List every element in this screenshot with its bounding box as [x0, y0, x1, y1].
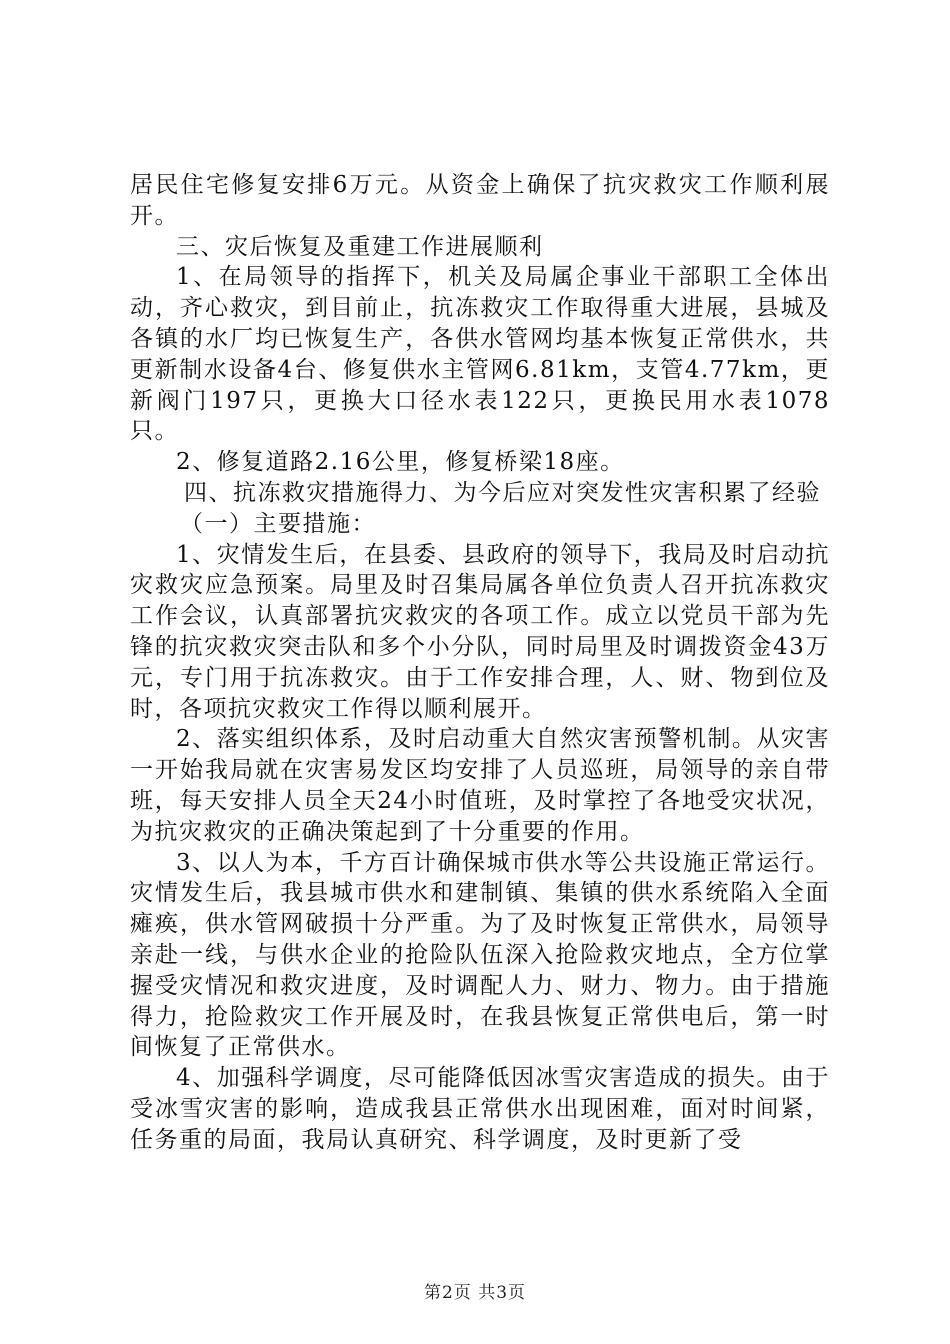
paragraph-measure-4: 4、加强科学调度，尽可能降低因冰雪灾害造成的损失。由于受冰雪灾害的影响，造成我县正常供水出现困难，面对时间紧，任务重的局面，我局认真研究、科学调度，及时更新了受: [130, 1065, 830, 1153]
page-number-footer: 第2页 共3页: [423, 1283, 527, 1303]
heading-section-four: 四、抗冻救灾措施得力、为今后应对突发性灾害积累了经验: [184, 479, 821, 506]
paragraph-measure-1: 1、灾情发生后，在县委、县政府的领导下，我局及时启动抗灾救灾应急预案。局里及时召集局属各单位负责人召开抗冻救灾工作会议，认真部署抗灾救灾的各项工作。成立以党员干部为先锋的抗灾救灾突击队和多个小分队，同时局里及时调拨资金43万元，专门用于抗冻救灾。由于工作安排合理，人、财、物到位及时，各项抗灾救灾工作得以顺利展开。: [130, 541, 830, 722]
paragraph-item-2-roads: 2、修复道路2.16公里，修复桥梁18座。: [176, 449, 625, 476]
heading-section-three: 三、灾后恢复及重建工作进展顺利: [176, 233, 544, 260]
paragraph-funding-continuation: 居民住宅修复安排6万元。从资金上确保了抗灾救灾工作顺利展开。: [130, 172, 830, 229]
paragraph-item-1-recovery: 1、在局领导的指挥下，机关及局属企事业干部职工全体出动，齐心救灾，到目前止，抗冻救灾工作取得重大进展，县城及各镇的水厂均已恢复生产，各供水管网均基本恢复正常供水，共更新制水设备4台、修复供水主管网6.81km，支管4.77km，更新阀门197只，更换大口径水表122只，更换民用水表1078只。: [130, 264, 830, 445]
document-body: [130, 170, 830, 1156]
paragraph-measure-2: 2、落实组织体系，及时启动重大自然灾害预警机制。从灾害一开始我局就在灾害易发区均安排了人员巡班，局领导的亲自带班，每天安排人员全天24小时值班，及时掌控了各地受灾状况，为抗灾救灾的正确决策起到了十分重要的作用。: [130, 726, 830, 845]
paragraph-measure-3: 3、以人为本，千方百计确保城市供水等公共设施正常运行。灾情发生后，我县城市供水和建制镇、集镇的供水系统陷入全面瘫痪，供水管网破损十分严重。为了及时恢复正常供水，局领导亲赴一线，与供水企业的抢险队伍深入抢险救灾地点，全方位掌握受灾情况和救灾进度，及时调配人力、财力、物力。由于措施得力，抢险救灾工作开展及时，在我县恢复正常供电后，第一时间恢复了正常供水。: [130, 849, 830, 1061]
heading-main-measures: （一）主要措施：: [180, 510, 376, 537]
